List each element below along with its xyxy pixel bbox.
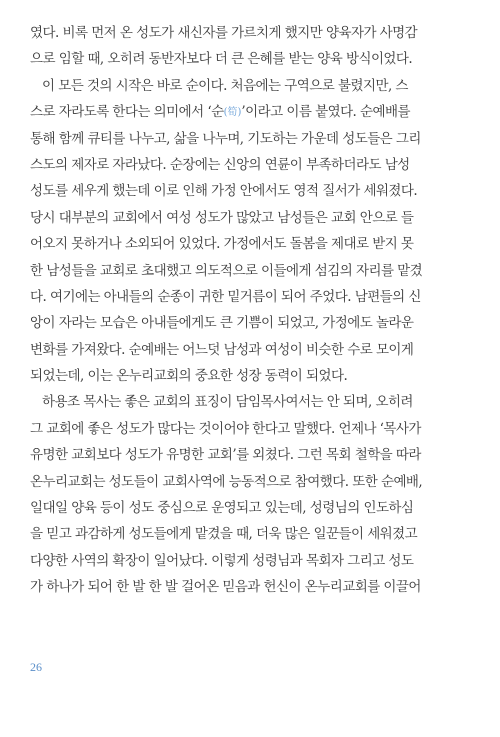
text-line: 한 남성들을 교회로 초대했고 의도적으로 이들에게 섬김의 자리를 맡겼 — [30, 262, 423, 279]
footnote-open: ( — [223, 107, 228, 119]
text-line: 당시 대부분의 교회에서 여성 성도가 많았고 남성들은 교회 안으로 들 — [30, 209, 414, 226]
footnote-close: ) — [237, 107, 242, 119]
text-line: 하용조 목사는 좋은 교회의 표징이 담임목사여서는 안 되며, 오히려 — [42, 394, 413, 411]
text-line: 으로 임할 때, 오히려 동반자보다 더 큰 은혜를 받는 양육 방식이었다. — [30, 51, 413, 68]
text-line: 였다. 비록 먼저 온 성도가 새신자를 가르치게 했지만 양육자가 사명감 — [30, 25, 418, 41]
text-line: 일대일 양육 등이 성도 중심으로 운영되고 있는데, 성령님의 인도하심 — [30, 500, 414, 517]
text-line: 성도를 세우게 했는데 이로 인해 가정 안에서도 영적 질서가 세워졌다. — [30, 183, 418, 200]
paragraph — [30, 20, 476, 73]
body-text — [30, 20, 476, 601]
paragraph — [30, 389, 476, 600]
text-line: 스도의 제자로 자라났다. 순장에는 신앙의 연륜이 부족하더라도 남성 — [30, 156, 410, 173]
footnote-mark: 筍 — [227, 107, 238, 119]
text-line: 되었는데, 이는 온누리교회의 중요한 성장 동력이 되었다. — [30, 368, 348, 385]
text-line: 을 믿고 과감하게 성도들에게 맡겼을 때, 더욱 많은 일꾼들이 세워졌고 — [30, 526, 418, 543]
text-line: 어오지 못하거나 소외되어 있었다. 가정에서도 돌봄을 제대로 받지 못 — [30, 236, 414, 253]
text-line: 유명한 교회보다 성도가 유명한 교회’를 외쳤다. 그런 목회 철학을 따라 — [30, 447, 421, 464]
text-line: 다. 여기에는 아내들의 순종이 귀한 밑거름이 되어 주었다. 남편들의 신 — [30, 288, 421, 305]
text-line: 가 하나가 되어 한 발 한 발 걸어온 믿음과 헌신이 온누리교회를 이끌어 — [30, 579, 421, 596]
paragraph — [30, 73, 476, 390]
text-line: 온누리교회는 성도들이 교회사역에 능동적으로 참여했다. 또한 순예배, — [30, 473, 423, 490]
text-line: 변화를 가져왔다. 순예배는 어느덧 남성과 여성이 비슷한 수로 모이게 — [30, 341, 414, 358]
footnote-reference — [224, 107, 242, 118]
text-line: 이 모든 것의 시작은 바로 순이다. 처음에는 구역으로 불렸지만, 스 — [42, 77, 408, 94]
text-line: 다양한 사역의 확장이 일어났다. 이렇게 성령님과 목회자 그리고 성도 — [30, 552, 414, 569]
text-line: 그 교회에 좋은 성도가 많다는 것이어야 한다고 말했다. 언제나 ‘목사가 — [30, 420, 421, 437]
text-segment: ’이라고 이름 붙였다. 순예배를 — [241, 104, 411, 121]
text-line: 앙이 자라는 모습은 아내들에게도 큰 기쁨이 되었고, 가정에도 놀라운 — [30, 315, 414, 332]
text-line — [30, 99, 476, 125]
page-number: 26 — [30, 660, 42, 674]
text-segment: 스로 자라도록 한다는 의미에서 ‘순 — [30, 104, 224, 121]
text-line: 통해 함께 큐티를 나누고, 삶을 나누며, 기도하는 가운데 성도들은 그리 — [30, 130, 421, 147]
